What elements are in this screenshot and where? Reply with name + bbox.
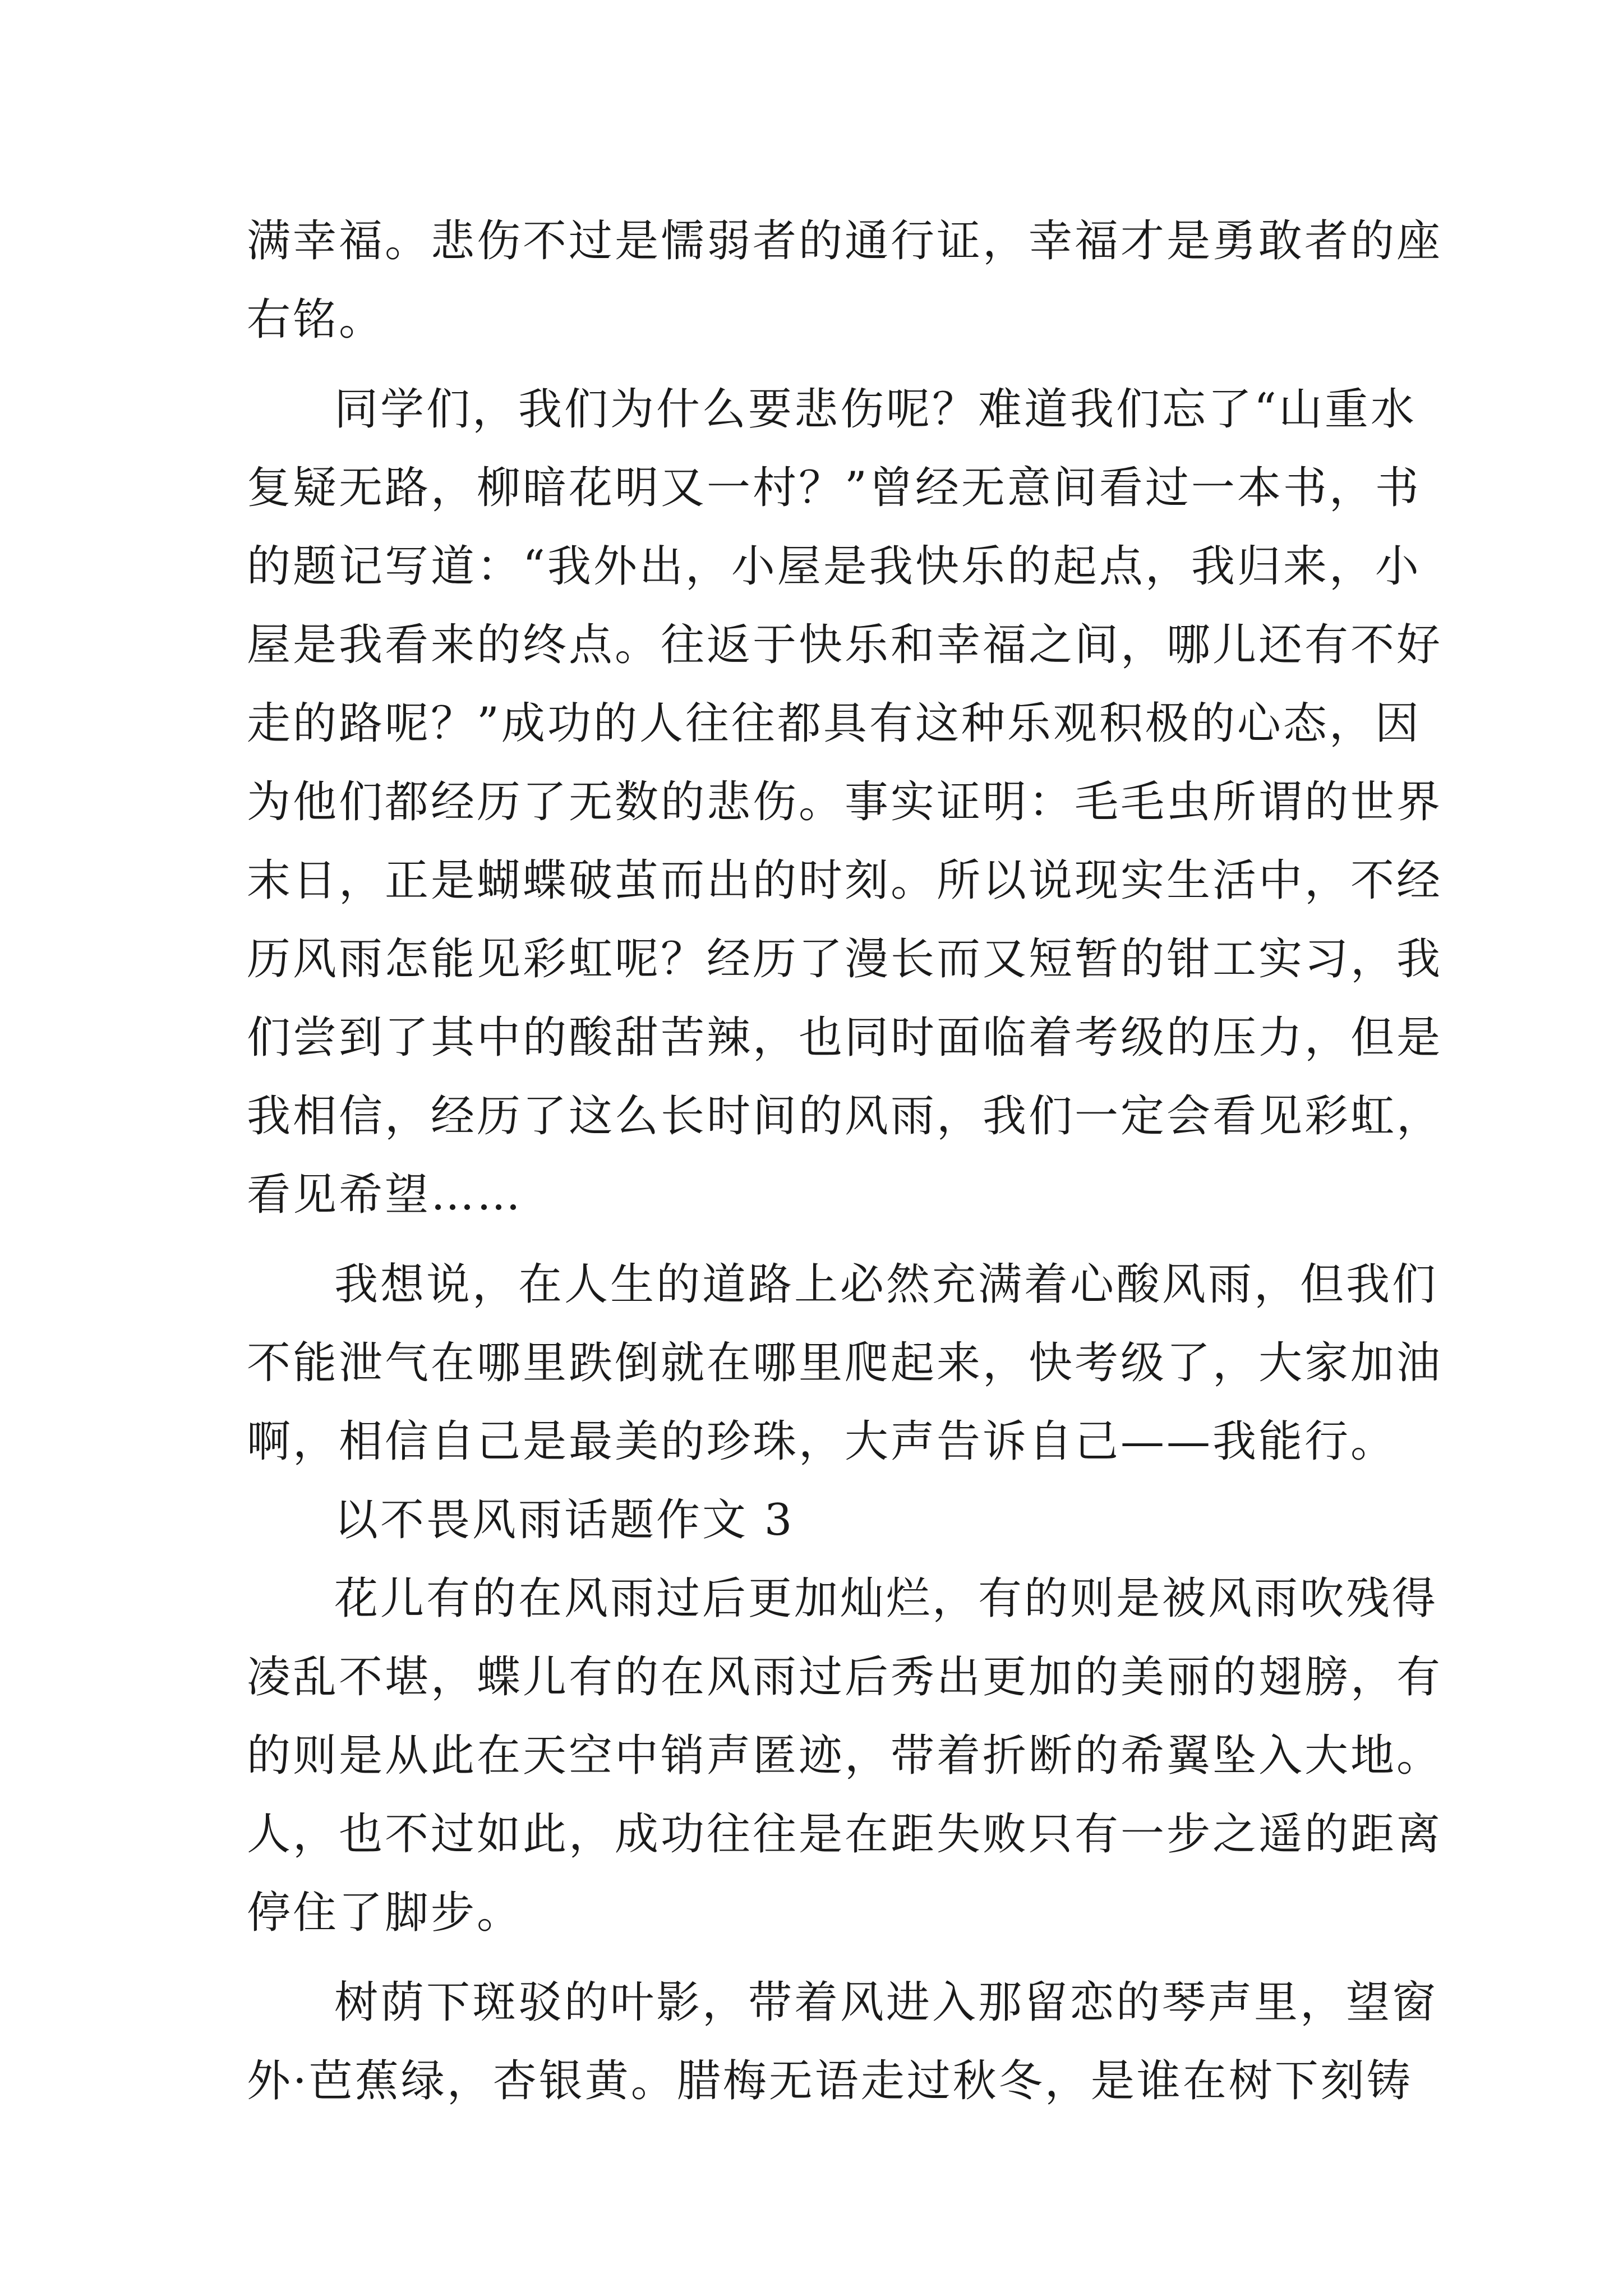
text-line: 满幸福。悲伤不过是懦弱者的通行证，幸福才是勇敢者的座 xyxy=(247,216,1443,266)
section-heading xyxy=(247,1481,1380,1559)
text-line: 同学们，我们为什么要悲伤呢？难道我们忘了“山重水 xyxy=(334,384,1417,435)
text-line: 不能泄气在哪里跌倒就在哪里爬起来，快考级了，大家加油 xyxy=(247,1338,1443,1388)
text-line: 花儿有的在风雨过后更加灿烂，有的则是被风雨吹残得 xyxy=(334,1573,1438,1624)
text-line: 我想说，在人生的道路上必然充满着心酸风雨，但我们 xyxy=(334,1259,1438,1310)
text-line: 人，也不过如此，成功往往是在距失败只有一步之遥的距离 xyxy=(247,1809,1443,1860)
text-line: 我相信，经历了这么长时间的风雨，我们一定会看见彩虹， xyxy=(247,1091,1443,1142)
text-line: 走的路呢？”成功的人往往都具有这种乐观积极的心态，因 xyxy=(247,698,1421,749)
paragraph-5 xyxy=(247,1963,1438,2120)
paragraph-4 xyxy=(247,1559,1443,1952)
text-line: 为他们都经历了无数的悲伤。事实证明：毛毛虫所谓的世界 xyxy=(247,777,1443,827)
document-body xyxy=(247,202,1443,2120)
paragraph-2 xyxy=(247,370,1443,1234)
heading-text: 以不畏风雨话题作文 3 xyxy=(334,1495,795,1545)
text-line: 历风雨怎能见彩虹呢？经历了漫长而又短暂的钳工实习，我 xyxy=(247,934,1443,984)
text-line: 树荫下斑驳的叶影，带着风进入那留恋的琴声里，望窗 xyxy=(334,1977,1438,2028)
text-line: 的则是从此在天空中销声匿迹，带着折断的希翼坠入大地。 xyxy=(247,1731,1443,1781)
text-line: 末日，正是蝴蝶破茧而出的时刻。所以说现实生活中，不经 xyxy=(247,855,1443,906)
paragraph-3 xyxy=(247,1245,1443,1481)
text-line: 啊，相信自己是最美的珍珠，大声告诉自己——我能行。 xyxy=(247,1416,1397,1467)
text-line: 们尝到了其中的酸甜苦辣，也同时面临着考级的压力，但是 xyxy=(247,1013,1443,1063)
text-line: 屋是我看来的终点。往返于快乐和幸福之间，哪儿还有不好 xyxy=(247,620,1443,670)
text-line: 右铭。 xyxy=(247,295,385,345)
text-line: 的题记写道：“我外出，小屋是我快乐的起点，我归来，小 xyxy=(247,541,1421,592)
text-line: 复疑无路，柳暗花明又一村？”曾经无意间看过一本书，书 xyxy=(247,463,1421,513)
text-line: 停住了脚步。 xyxy=(247,1888,523,1938)
paragraph-1 xyxy=(247,202,1443,359)
text-line: 看见希望…… xyxy=(247,1170,523,1220)
text-line: 外·芭蕉绿，杏银黄。腊梅无语走过秋冬，是谁在树下刻铸 xyxy=(247,2056,1413,2106)
text-line: 凌乱不堪，蝶儿有的在风雨过后秀出更加的美丽的翅膀，有 xyxy=(247,1652,1443,1703)
